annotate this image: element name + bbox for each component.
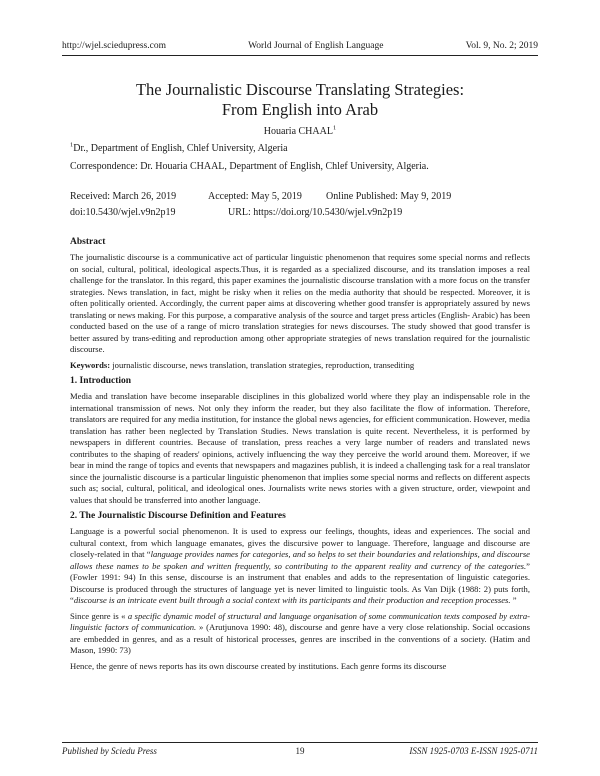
doi[interactable]: doi:10.5430/wjel.v9n2p19	[70, 207, 176, 218]
keywords-label: Keywords:	[70, 359, 111, 370]
p2-text-a: Since genre is «	[70, 610, 126, 621]
published-date: Online Published: May 9, 2019	[326, 191, 452, 202]
author-sup: 1	[332, 124, 337, 132]
footer-issn: ISSN 1925-0703 E-ISSN 1925-0711	[409, 746, 538, 756]
section-1-heading: 1. Introduction	[70, 376, 132, 386]
affiliation	[70, 142, 288, 155]
title-line-2: From English into Arab	[221, 100, 379, 119]
journal-url[interactable]: http://wjel.sciedupress.com	[62, 41, 166, 51]
accepted-date: Accepted: May 5, 2019	[208, 191, 302, 202]
p2-quote: a specific dynamic model of structural and language organisation of some communication texts composed by extra-linguistic factors of communication.	[70, 610, 530, 632]
p1-text-b: ” (Fowler 1991: 94) In this sense, discourse is an instrument that enables and adds to the representation of linguistic categories. Discourse is produced through the structures of language yet is never limited to linguistic tools. As Van Dijk (1988: 2) puts forth, “	[70, 560, 530, 605]
keywords	[70, 360, 530, 372]
p1-text-a: Language is a powerful social phenomenon. It is used to express our feelings, thoughts, ideas and experiences. The social and cultural context, from which language emanates, gives the discursive power to language. Therefore, language and discourse are closely-related in that “	[70, 526, 530, 559]
volume-info: Vol. 9, No. 2; 2019	[465, 41, 538, 51]
header-rule	[62, 55, 538, 56]
paper-title	[62, 80, 538, 120]
section-2-heading: 2. The Journalistic Discourse Definition and Features	[70, 511, 286, 521]
author	[62, 125, 538, 138]
article-body	[70, 236, 530, 676]
p2-text-b: » (Arutjunova 1990: 48), discourse and genre have a very close relationship. Social occasions are embedded in genres, and as a result of historical processes, genres are inscribed in the conventions of a society. (Hatim and Mason, 1990: 73)	[70, 622, 530, 655]
section-2-paragraph-3: Hence, the genre of news reports has its own discourse created by institutions. Each genre forms its discourse	[70, 660, 447, 671]
section-2-paragraph-2	[70, 611, 530, 657]
footer-publisher: Published by Sciedu Press	[62, 746, 157, 756]
title-line-1: The Journalistic Discourse Translating Strategies:	[135, 80, 465, 99]
footer-rule	[62, 742, 538, 743]
section-2-paragraph-1	[70, 526, 530, 607]
page-number: 19	[295, 746, 305, 756]
abstract-heading: Abstract	[70, 237, 106, 247]
p1-quote-1: language provides names for categories, and so helps to set their boundaries and relationships, and discourse allows these names to be spoken and written frequently, so contributing to the apparent reality and currency of the categories.	[70, 549, 530, 571]
running-header	[62, 40, 538, 52]
section-1-text: Media and translation have become inseparable disciplines in this globalized world where they play an indispensable role in the international transmission of news. Not only they inform the reader, but they also facilitate the flow of information. Therefore, translators are required for any media institution, for instance the global news agencies, for efficient communication. However, media translation has rather been neglected by Translation Studies. News translation is quite recent. Nevertheless, it is performed by newspapers in different countries. Because of translation, press reaches a very large number of readers and translated news contributes to the shaping of readers' opinions, actively influencing the way they perceive the world around them. Moreover, if we bear in mind the range of topics and events that newspapers and magazines publish, it is indeed a challenging task for a real translator since the journalistic discourse is a particular linguistic phenomenon that implies some special norms and reflects on different aspects such as; social, cultural, political, and ideological ones. Journalists write news stories with a given structure, order, viewpoint and values that should be transferred into another language.	[70, 391, 530, 505]
affiliation-dept: Dr., Department of English, Chlef University, Algeria	[73, 143, 288, 154]
affiliation-sup: 1	[70, 141, 74, 149]
p1-text-c: ”	[510, 595, 517, 605]
p1-quote-2: discourse is an intricate event built through a social context with its participants and their production and reception processes.	[73, 595, 511, 605]
correspondence: Correspondence: Dr. Houaria CHAAL, Department of English, Chlef University, Algeria.	[70, 161, 429, 172]
received-date: Received: March 26, 2019	[70, 191, 177, 202]
abstract-text: The journalistic discourse is a communicative act of particular linguistic phenomenon that requires some special norms and reflects on social, cultural, political, ideological aspects.Thus, it is regarded as a specialized discourse, and its translation imposes a real challenge for the translator. In this regard, this paper examines the journalistic discourse translation with a more focus on the transfer strategies. News translation, in fact, might be risky when it relies on the media authority that should be respected. Moreover, it is often politically oriented. Accordingly, the current paper aims at discovering whether good transfer is appropriately assured by news translating or news making. For this purpose, a comparative analysis of the source and target press articles (English- Arabic) has been conducted based on the use of a range of micro translation strategies for news discourses. The study showed that good transfer is better assured by trans-editing and reproduction among other appropriate strategies of news translation required for the journalistic discourse.	[70, 252, 530, 354]
doi-url[interactable]: URL: https://doi.org/10.5430/wjel.v9n2p19	[228, 207, 403, 218]
journal-name: World Journal of English Language	[248, 41, 384, 51]
author-name: Houaria CHAAL	[263, 126, 333, 137]
keywords-text: journalistic discourse, news translation, translation strategies, reproduction, transediting	[110, 359, 415, 370]
